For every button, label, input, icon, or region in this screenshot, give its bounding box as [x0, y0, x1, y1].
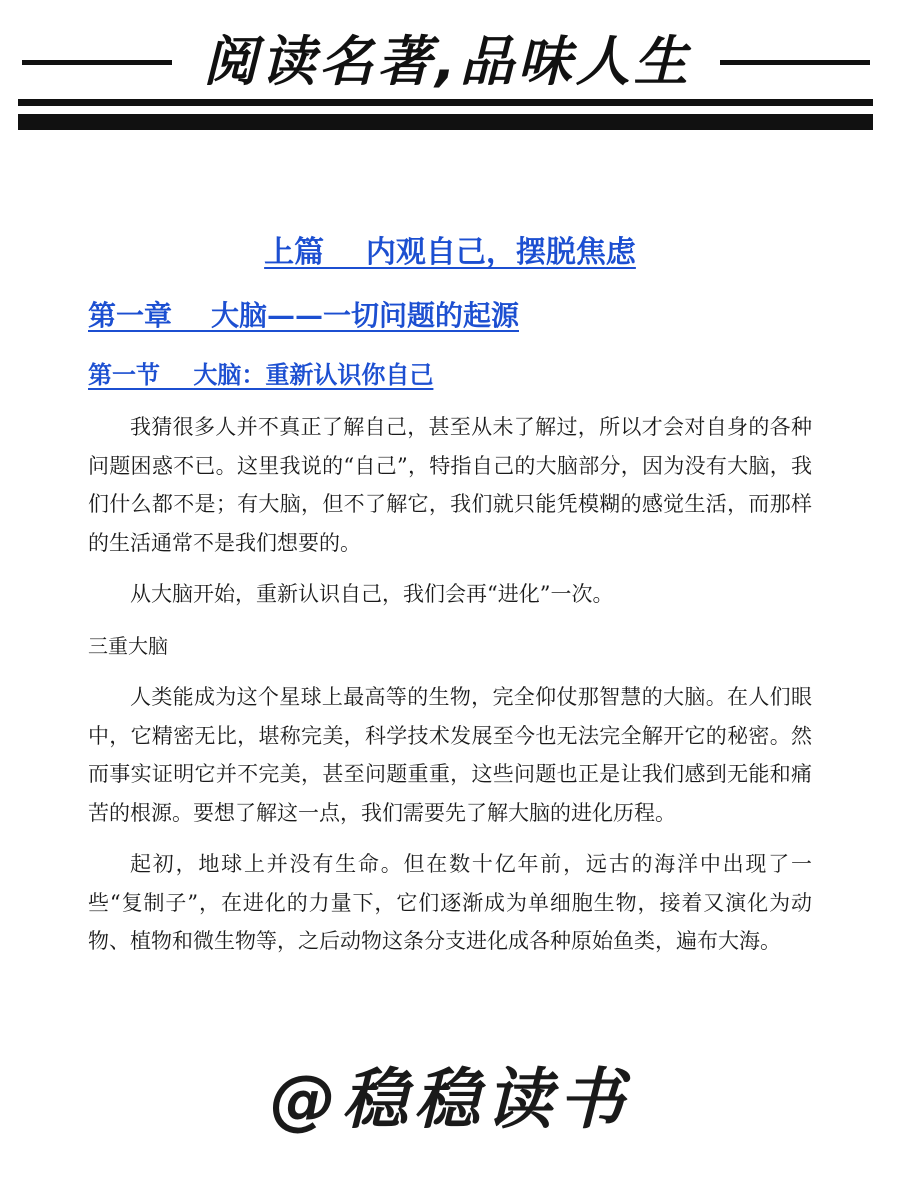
part-heading[interactable]: [0, 232, 900, 274]
paragraph: 起初，地球上并没有生命。但在数十亿年前，远古的海洋中出现了一些“复制子”，在进化的力量下，它们逐渐成为单细胞生物，接着又演化为动物、植物和微生物等，之后动物这条分支进化成各种原始鱼类，遍布大海。: [88, 852, 812, 953]
banner-left-line: [22, 60, 172, 65]
page-banner: [0, 0, 900, 135]
paragraph: 从大脑开始，重新认识自己，我们会再“进化”一次。: [130, 582, 614, 606]
part-heading-link[interactable]: 上篇 内观自己，摆脱焦虑: [264, 235, 636, 270]
article-body: [88, 408, 812, 974]
banner-thin-rule: [18, 99, 873, 106]
footer-watermark: @稳稳读书: [270, 1061, 630, 1138]
banner-title: 阅读名著,品味人生: [203, 30, 692, 93]
paragraph: 人类能成为这个星球上最高等的生物，完全仰仗那智慧的大脑。在人们眼中，它精密无比，堪称完美，科学技术发展至今也无法完全解开它的秘密。然而事实证明它并不完美，甚至问题重重，这些问题也正是让我们感到无能和痛苦的根源。要想了解这一点，我们需要先了解大脑的进化历程。: [88, 685, 812, 825]
section-heading-link[interactable]: 第一节 大脑：重新认识你自己: [88, 360, 434, 389]
banner-thick-rule: [18, 114, 873, 130]
subsection-title: 三重大脑: [88, 633, 168, 658]
banner-right-line: [720, 60, 870, 65]
chapter-heading-link[interactable]: 第一章 大脑——一切问题的起源: [88, 299, 519, 332]
paragraph: 我猜很多人并不真正了解自己，甚至从未了解过，所以才会对自身的各种问题困惑不已。这里我说的“自己”，特指自己的大脑部分，因为没有大脑，我们什么都不是；有大脑，但不了解它，我们就只能凭模糊的感觉生活，而那样的生活通常不是我们想要的。: [88, 415, 812, 555]
